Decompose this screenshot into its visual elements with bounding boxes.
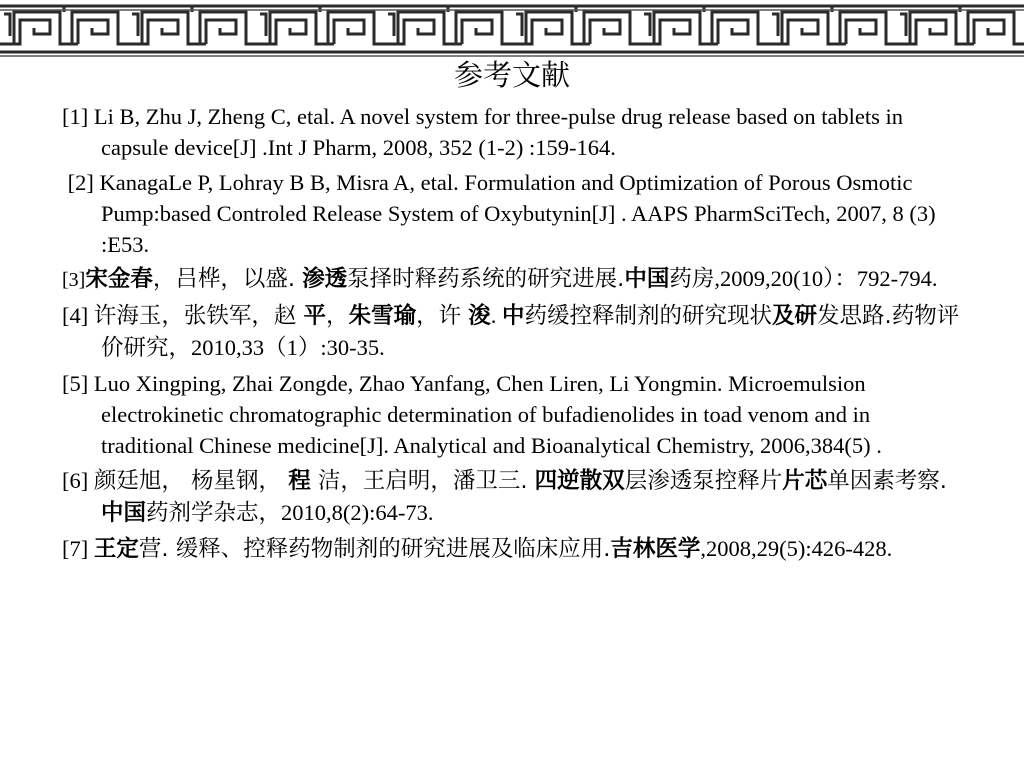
reference-text-segment: 2010,33（1）:30-35. — [191, 335, 385, 360]
reference-text-segment: 平 — [303, 303, 327, 329]
reference-list — [62, 101, 962, 569]
reference-text-segment: ， — [326, 303, 349, 329]
reference-text-segment: [5] Luo Xingping, Zhai Zongde, Zhao Yanfang, Chen Liren, Li Yongmin. Microemulsion electrokinetic chromatographic determination of bufadienolides in toad venom and in traditional Chinese medicine[J]. Analytical and Bioanalytical Chemistry, 2006,384(5) . — [62, 371, 882, 458]
reference-text-segment: 单因素考察. — [827, 468, 947, 494]
reference-text-segment: 中 — [502, 303, 525, 329]
reference-text-segment: 颜廷旭， 杨星钢， — [93, 468, 289, 494]
reference-text-segment: 及研 — [772, 303, 818, 329]
reference-text-segment: 营. 缓释、控释药物制剂的研究进展及临床应用. — [138, 536, 611, 562]
reference-text-segment: 2010,8(2):64-73. — [281, 500, 434, 525]
reference-text-segment: 层渗透泵控释片 — [624, 468, 783, 494]
reference-item-4 — [62, 300, 962, 364]
reference-text-segment: 许海玉，张铁军，赵 — [93, 303, 304, 329]
reference-text-segment: [7] — [62, 536, 94, 561]
reference-item-1 — [62, 101, 962, 163]
reference-text-segment: . — [490, 303, 502, 328]
reference-text-segment: 药缓控释制剂的研究现状 — [524, 303, 773, 329]
reference-text-segment: 王定 — [93, 536, 139, 562]
reference-text-segment: ,2009,20(10）：792-794. — [714, 266, 938, 291]
reference-text-segment: [3] — [62, 269, 86, 291]
reference-text-segment: 浚 — [468, 303, 491, 329]
reference-item-3 — [62, 263, 962, 296]
reference-text-segment: 朱雪瑜 — [348, 303, 417, 329]
reference-text-segment: 洁，王启明，潘卫三. — [310, 468, 535, 494]
reference-text-segment: [6] — [62, 468, 94, 493]
reference-text-segment: 中国 — [101, 500, 147, 526]
reference-text-segment: ，许 — [416, 303, 469, 329]
reference-text-segment: 泵择时释药系统的研究进展. — [347, 266, 625, 292]
reference-text-segment: 渗透 — [302, 266, 348, 292]
reference-text-segment: 四逆散双 — [534, 468, 625, 494]
reference-text-segment: 片芯 — [782, 468, 828, 494]
reference-item-5 — [62, 368, 962, 461]
page-title: 参考文献 — [453, 60, 570, 92]
reference-text-segment: 吉林医学 — [610, 536, 701, 562]
reference-item-7 — [62, 533, 962, 565]
reference-item-6 — [62, 465, 962, 529]
reference-text-segment: 中国 — [624, 266, 670, 292]
reference-text-segment: ，吕桦，以盛. — [152, 266, 303, 292]
reference-text-segment: [1] Li B, Zhu J, Zheng C, etal. A novel system for three-pulse drug release based on tablets in capsule device[J] .Int J Pharm, 2008, 352 (1-2) :159-164. — [62, 104, 909, 160]
reference-text-segment: 药房 — [669, 266, 715, 292]
reference-text-segment: 宋金春 — [85, 266, 153, 292]
reference-text-segment: 发思路.药物评价研究， — [101, 303, 960, 361]
reference-text-segment: 药剂学杂志， — [146, 500, 282, 526]
reference-text-segment: [2] KanagaLe P, Lohray B B, Misra A, etal. Formulation and Optimization of Porous Osmotic Pump:based Controled Release System of Oxybutynin[J] . AAPS PharmSciTech, 2007, 8 (3) :E53. — [62, 170, 942, 257]
reference-text-segment: [4] — [62, 303, 94, 328]
reference-item-2 — [62, 167, 962, 260]
reference-text-segment: 程 — [288, 468, 311, 494]
reference-text-segment: ,2008,29(5):426-428. — [700, 536, 893, 561]
decorative-lattice-border — [0, 0, 1024, 60]
